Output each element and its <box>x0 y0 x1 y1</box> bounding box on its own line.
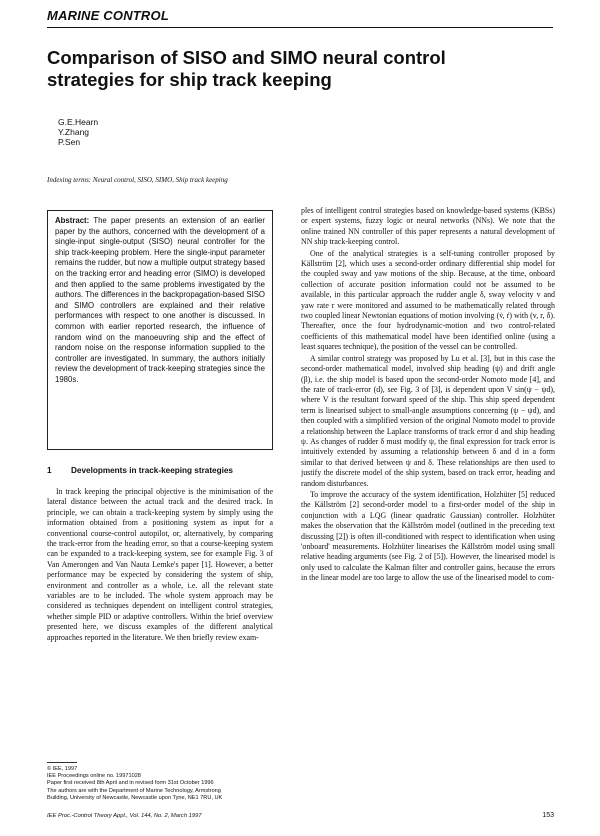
section-heading <box>47 466 233 475</box>
footnotes <box>47 766 287 802</box>
abstract-text: The paper presents an extension of an earlier paper by the authors, concerned with the development of a single-input single-output (SISO) neural controller for the ship track-keeping problem. Here the single-input parameter remains the rudder, but now a multiple output strategy based on the tracking error and heading error (SIMO) is developed and then applied to the same problems investigated by the authors. The differences in the backpropagation-based SISO and SIMO controllers are explained and their relative performances with respect to one another is discussed. In common with earlier reported research, the influence of random wind on the manoeuvring ship and the effect of random noise on the response information supplied to the controller are investigated. In summary, the authors initially review the development of track-keeping strategies since the 1980s. <box>55 216 265 384</box>
abstract-box <box>47 210 273 450</box>
footnote-line: Paper first received 8th April and in revised form 31st October 1996 <box>47 780 214 787</box>
body-paragraph: ples of intelligent control strategies based on knowledge-based systems (KBSs) or expert systems, fuzzy logic or neural networks (NNs). We note that the online trained NN controller of this paper represents a natural development of NN ship track-keeping control. <box>301 206 555 247</box>
body-paragraph: To improve the accuracy of the system identification, Holzhüter [5] reduced the Källström [2] second-order model to a first-order model of the ship in conjunction with a LQG (linear quadratic Gaussian) controller. Holzhüter makes the observation that the Källström model (outlined in the preceding text discussing [2]) is often ill-conditioned with respect to identification when using 'onboard' measurements. Holzhüter linearises the Källström model using small relative heading arguments (see Fig. 2 of [5]). However, the linearised model is only used to calculate the Kalman filter and controller gains, because the errors in the linear model are too large to allow the use of the linearised model to com- <box>301 489 555 583</box>
footnote-line: The authors are with the Department of Marine Technology, Armstrong <box>47 787 221 794</box>
body-paragraph: In track keeping the principal objective is the minimisation of the lateral distance between the actual track and the desired track. In principle, we can obtain a track-keeping system by simply using the information obtained from a positioning system as input for a conventional course-control autopilot, or, alternatively, by comparing the track-error from the heading error, so that a course-keeping system can be expanded to a track-keeping system, see for example Fig. 3 of Van Amerongen and Van Nauta Lemke's paper [1]. However, a better performance may be expected by considering the system of ship, environment and controller as a whole, i.e. all the relevant state variables are to be included. The whole system approach may be considered as techniques dependent on intelligent control strategies, whether simple PID or adaptive controllers. Within the brief overview presented here, we discuss examples of the different analytical approaches reported in the literature. We then briefly review exam- <box>47 487 273 642</box>
section-label: MARINE CONTROL <box>47 8 169 23</box>
footnote-line: IEE Proceedings online no. 19971028 <box>47 773 141 780</box>
abstract-label: Abstract: <box>55 216 90 225</box>
body-column-left <box>47 487 273 762</box>
section-number: 1 <box>47 466 52 475</box>
section-heading-text: Developments in track-keeping strategies <box>71 466 233 475</box>
body-column-right <box>301 206 555 803</box>
author-name: G.E.Hearn <box>58 117 99 127</box>
body-paragraph: A similar control strategy was proposed by Lu et al. [3], but in this case the second-order mathematical model, involved ship heading (ψ) and drift angle (β), i.e. the ship model is based upon the second-order Nomoto mode [4], and the rate of track-error (d), see Fig. 3 of [3], is dependent upon V sin(ψ − ψd), where V is the resultant forward speed of the ship. This ship speed dependent term is linearised subject to small-angle assumptions concerning (ψ − ψd), and then coupled with a simplified version of the original Nomoto model to provide a relationship between the Laplace transforms of track error d and ship heading ψ. As changes of rudder δ must modify ψ, the final expression for track error is intuitively extended by assuming a relationship between δ and d in a form similar to that derived between ψ and δ. These relationships are then used to justify the discrete model of the ship system, based on track error, heading and random disturbances. <box>301 353 555 488</box>
footnote-line: © IEE, 1997 <box>47 766 78 772</box>
page-number: 153 <box>542 812 554 819</box>
author-name: P.Sen <box>58 137 81 147</box>
journal-footer: IEE Proc.-Control Theory Appl., Vol. 144, No. 2, March 1997 <box>47 813 202 819</box>
paper-title: Comparison of SISO and SIMO neural control strategies for ship track keeping <box>47 47 446 90</box>
author-list <box>58 117 98 147</box>
indexing-terms: Indexing terms: Neural control, SISO, SIMO, Ship track keeping <box>47 176 228 184</box>
author-name: Y.Zhang <box>58 127 90 137</box>
body-paragraph: One of the analytical strategies is a self-tuning controller proposed by Källström [2], which uses a second-order ordinary differential ship model for the coupled sway and yaw motions of the ship. Because, at the time, onboard collection of accurate position information could not be assumed to be available, in this particular approach the rudder angle δ, sway velocity v and yaw rate r were monitored and assumed to be mathematically related through two coupled linear Newtonian equations of motion involving (v̇, ṙ) with (v, r, δ). Thereafter, once the four hydrodynamic-motion and two control-related coefficients of this mathematical model have been identified online (using a least squares technique), the position of the vessel can be controlled. <box>301 248 555 352</box>
footnote-rule <box>47 762 77 763</box>
footnote-line: Building, University of Newcastle, Newcastle upon Tyne, NE1 7RU, UK <box>47 794 223 801</box>
header-rule <box>47 27 553 28</box>
